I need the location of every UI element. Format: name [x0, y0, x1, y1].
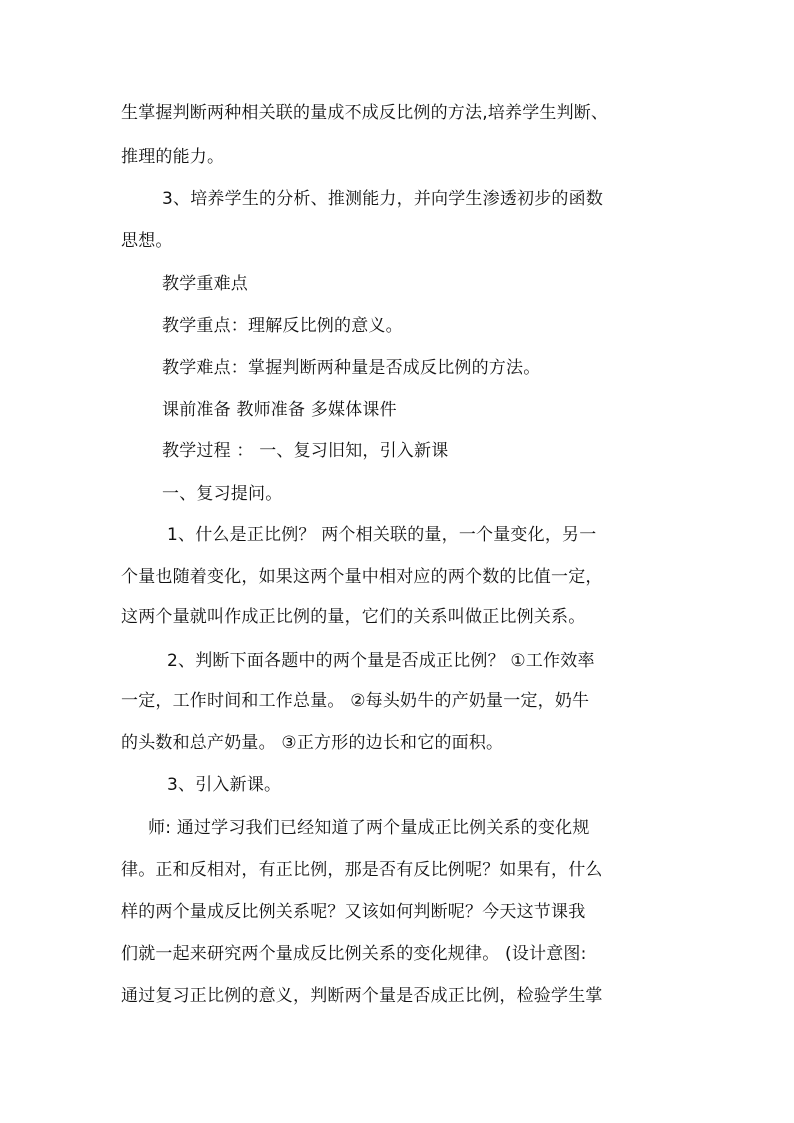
- text-line: 的头数和总产奶量。 ③正方形的边长和它的面积。: [121, 733, 504, 753]
- text-line: 生掌握判断两种相关联的量成不成反比例的方法,培养学生判断、: [121, 103, 609, 123]
- text-line: 教学过程 ： 一、复习旧知，引入新课: [162, 441, 449, 461]
- text-line: 思想。: [121, 231, 173, 251]
- text-line: 一定，工作时间和工作总量。 ②每头奶牛的产奶量一定，奶牛: [121, 691, 590, 711]
- text-line: 教学重点：理解反比例的意义。: [162, 316, 403, 336]
- text-line: 3、培养学生的分析、推测能力，并向学生渗透初步的函数: [162, 189, 604, 209]
- text-line: 们就一起来研究两个量成反比例关系的变化规律。 (设计意图:: [121, 944, 587, 964]
- text-line: 律。正和反相对，有正比例，那是否有反比例呢？如果有，什么: [121, 860, 603, 880]
- text-line: 课前准备 教师准备 多媒体课件: [162, 400, 397, 420]
- text-line: 教学难点：掌握判断两种量是否成反比例的方法。: [162, 358, 541, 378]
- text-line: 样的两个量成反比例关系呢？又该如何判断呢？今天这节课我: [121, 902, 586, 922]
- text-line: 个量也随着变化，如果这两个量中相对应的两个数的比值一定，: [121, 567, 603, 587]
- text-line: 1、什么是正比例？ 两个相关联的量，一个量变化，另一: [167, 525, 597, 545]
- text-line: 推理的能力。: [121, 147, 225, 167]
- text-line: 一、复习提问。: [162, 484, 283, 504]
- text-line: 这两个量就叫作成正比例的量，它们的关系叫做正比例关系。: [121, 607, 586, 627]
- text-line: 通过复习正比例的意义，判断两个量是否成正比例，检验学生掌: [121, 986, 603, 1006]
- section-heading: 教学重难点: [162, 274, 248, 294]
- text-line: 3、引入新课。: [167, 775, 282, 795]
- text-line: 师: 通过学习我们已经知道了两个量成正比例关系的变化规: [148, 818, 590, 838]
- text-line: 2、判断下面各题中的两个量是否成正比例？ ①工作效率: [167, 651, 595, 671]
